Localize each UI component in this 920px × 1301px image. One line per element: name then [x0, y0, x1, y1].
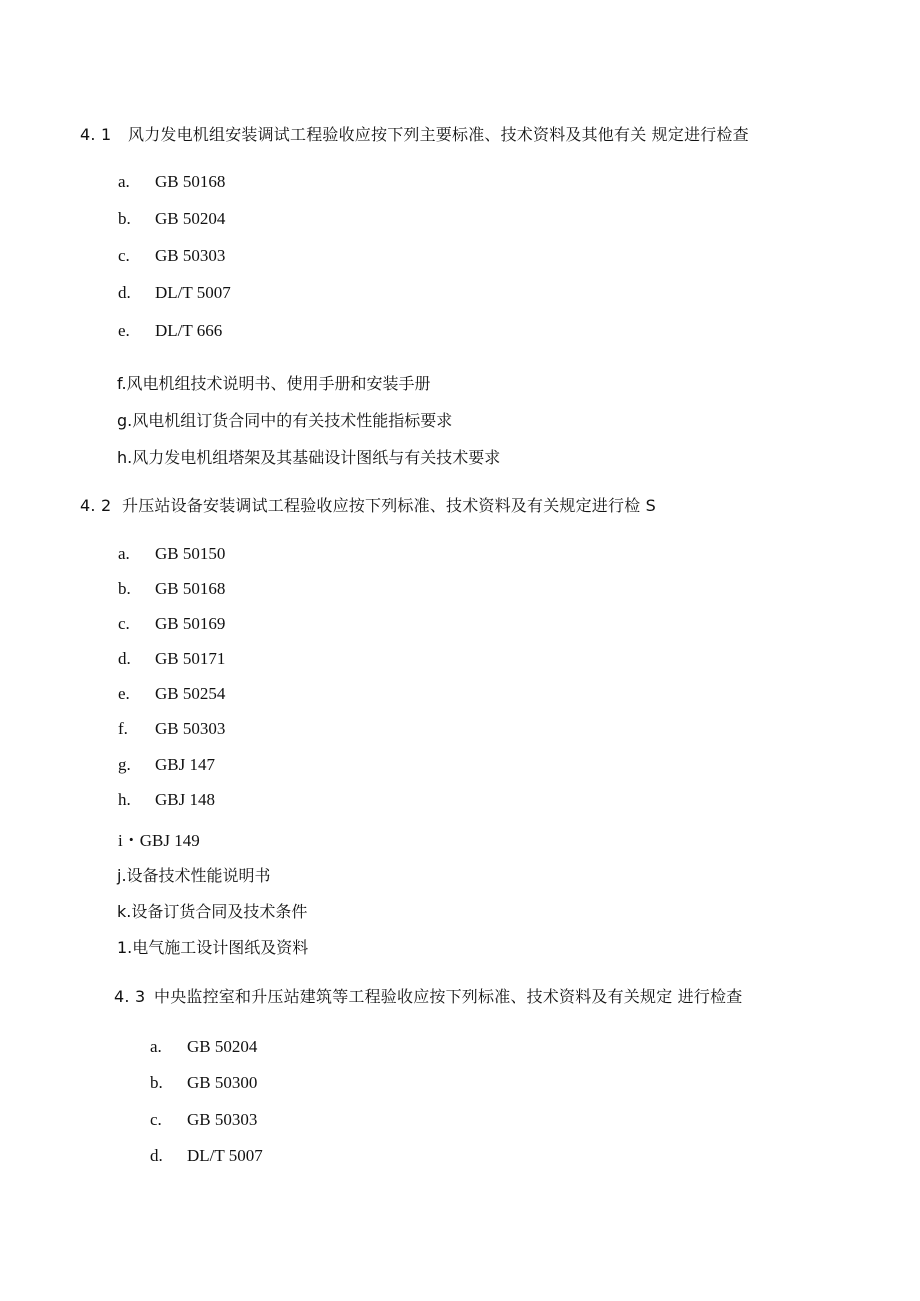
item-label: b.: [150, 1073, 163, 1092]
item-text: GB 50150: [155, 544, 226, 563]
list-item: [118, 684, 225, 704]
section-title: 中央监控室和升压站建筑等工程验收应按下列标准、技术资料及有关规定 进行检查: [154, 987, 743, 1006]
item-label: d.: [118, 649, 131, 668]
item-label: c.: [118, 614, 130, 633]
list-item: [118, 579, 225, 599]
list-item: [150, 1073, 257, 1093]
list-item: [118, 755, 215, 775]
item-text: GB 50169: [155, 614, 226, 633]
list-note: k.设备订货合同及技术条件: [117, 902, 308, 921]
list-note: j.设备技术性能说明书: [117, 866, 271, 885]
item-label: c.: [118, 246, 130, 265]
item-label: a.: [118, 544, 130, 563]
item-text: GB 50168: [155, 579, 226, 598]
item-label: b.: [118, 209, 131, 228]
list-item: [118, 283, 231, 303]
list-note: h.风力发电机组塔架及其基础设计图纸与有关技术要求: [117, 448, 501, 467]
section-title: 风力发电机组安装调试工程验收应按下列主要标准、技术资料及其他有关 规定进行检查: [128, 125, 749, 144]
item-label: b.: [118, 579, 131, 598]
item-text: DL/T 666: [155, 321, 223, 340]
list-item: [118, 246, 225, 266]
item-label: d.: [150, 1146, 163, 1165]
item-text: GB 50204: [187, 1037, 258, 1056]
list-item: [118, 649, 225, 669]
item-label: f.: [118, 719, 128, 738]
item-label: e.: [118, 684, 130, 703]
item-label: h.: [118, 790, 131, 809]
list-note: f.风电机组技术说明书、使用手册和安装手册: [117, 374, 431, 393]
list-note: 1.电气施工设计图纸及资料: [117, 938, 309, 957]
item-label: g.: [118, 755, 131, 774]
item-text: GB 50254: [155, 684, 226, 703]
section-4-2-heading: [80, 493, 656, 516]
list-item: [118, 321, 222, 341]
list-note: g.风电机组订货合同中的有关技术性能指标要求: [117, 411, 453, 430]
section-number: 4. 2: [80, 496, 112, 515]
list-item: i・GBJ 149: [118, 831, 200, 850]
item-text: GB 50303: [187, 1110, 258, 1129]
item-text: GB 50303: [155, 246, 226, 265]
list-item: [150, 1110, 257, 1130]
item-text: GBJ 148: [155, 790, 215, 809]
list-item: [118, 614, 225, 634]
list-item: [118, 209, 225, 229]
section-number: 4. 3: [114, 987, 146, 1006]
item-label: a.: [150, 1037, 162, 1056]
list-item: [150, 1037, 257, 1057]
item-text: GB 50168: [155, 172, 226, 191]
item-label: a.: [118, 172, 130, 191]
list-item: [150, 1146, 263, 1166]
section-4-3-heading: [114, 984, 743, 1007]
item-text: DL/T 5007: [187, 1146, 263, 1165]
section-title: 升压站设备安装调试工程验收应按下列标准、技术资料及有关规定进行检 S: [122, 496, 657, 515]
item-text: DL/T 5007: [155, 283, 231, 302]
list-item: [118, 172, 225, 192]
list-item: [118, 544, 225, 564]
item-text: GBJ 147: [155, 755, 215, 774]
list-item: [118, 790, 215, 810]
item-label: c.: [150, 1110, 162, 1129]
list-item: [118, 719, 225, 739]
item-text: GB 50303: [155, 719, 226, 738]
section-4-1-heading: [80, 122, 749, 145]
item-text: GB 50300: [187, 1073, 258, 1092]
item-text: GB 50204: [155, 209, 226, 228]
section-number: 4. 1: [80, 125, 112, 144]
item-label: d.: [118, 283, 131, 302]
item-label: e.: [118, 321, 130, 340]
item-text: GB 50171: [155, 649, 226, 668]
